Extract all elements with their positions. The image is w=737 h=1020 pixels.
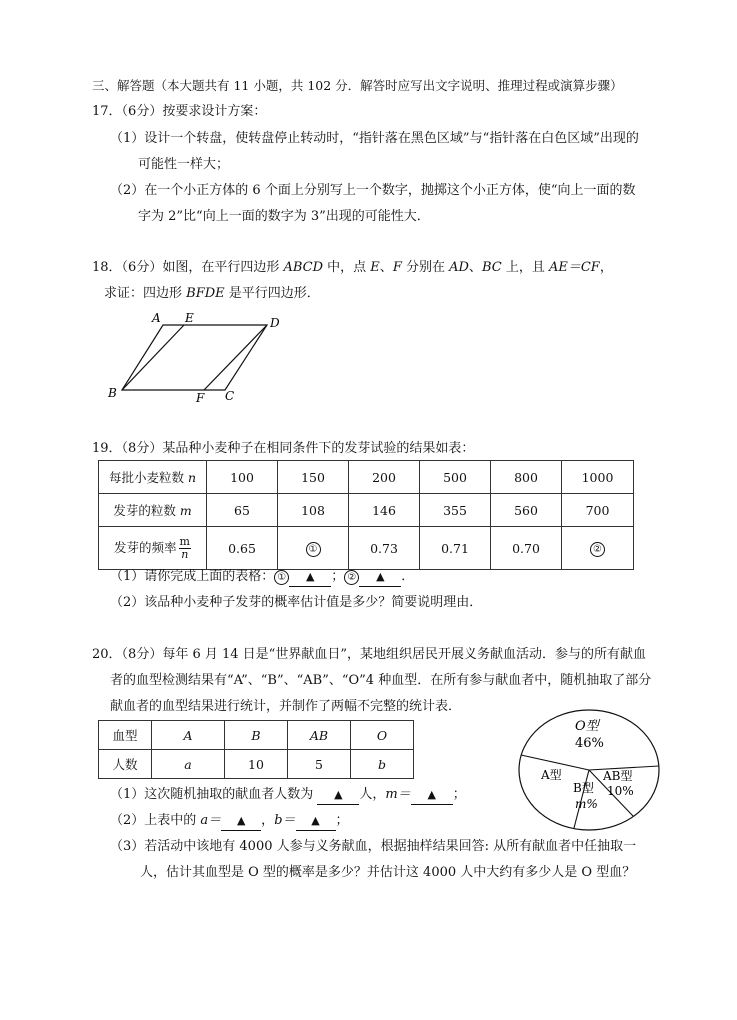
question-18-score: （6分）	[121, 260, 163, 275]
label-text: 发芽的频率	[114, 539, 177, 555]
question-17-part1-line2: 可能性一样大；	[138, 157, 230, 172]
pie-value-o: 46%	[575, 736, 604, 751]
question-17-part1-line1	[110, 130, 639, 148]
point-label-b: B	[108, 386, 117, 400]
question-18-prove	[104, 285, 320, 303]
answer-blank-1[interactable]: ▲	[289, 568, 331, 587]
table-cell: b	[351, 750, 414, 779]
row-label-m	[99, 494, 207, 527]
var-ad: AD	[449, 260, 469, 275]
var-f: F	[392, 260, 402, 275]
point-label-d: D	[270, 316, 280, 330]
var-e: E	[370, 260, 380, 275]
part-tag: （1）	[110, 131, 145, 146]
question-20-part1	[110, 786, 466, 805]
question-20-stem-line2: 者的血型检测结果有“A”、“B”、“AB”、“O”4 种血型．在所有参与献血者中，随机抽取了部分	[110, 673, 652, 688]
punct: ；	[335, 813, 349, 828]
table-cell	[562, 527, 634, 570]
question-17-part2-line2: 字为 2”比“向上一面的数字为 3”出现的可能性大．	[138, 209, 430, 224]
point-label-f: F	[196, 391, 205, 405]
table-cell: 700	[562, 494, 634, 527]
fraction-denominator: n	[181, 547, 189, 561]
question-20-part3-line2: 人，估计其血型是 O 型的概率是多少？并估计这 4000 人中大约有多少人是 O 型血？	[140, 865, 636, 880]
question-20-part2	[110, 812, 349, 831]
pie-label-ab: AB型	[603, 769, 633, 783]
stem-text: 某品种小麦种子在相同条件下的发芽试验的结果如表：	[162, 441, 475, 456]
table-cell: 100	[207, 461, 278, 494]
question-18-number: 18．	[92, 260, 122, 275]
table-cell: 10	[225, 750, 288, 779]
germination-table	[98, 460, 634, 570]
part-text: （1）这次随机抽取的献血者人数为	[110, 787, 318, 802]
table-header-cell: AB	[288, 721, 351, 750]
var-m: m	[179, 503, 192, 518]
var-m-eq: m＝	[385, 787, 411, 802]
label-text: 发芽的粒数	[113, 503, 180, 518]
question-19-stem	[92, 440, 474, 458]
question-17-number: 17．	[92, 104, 122, 119]
stem-text: 分别在	[401, 260, 450, 275]
table-cell: 500	[420, 461, 491, 494]
var-a-eq: a＝	[200, 813, 222, 828]
table-header-cell: A	[152, 721, 225, 750]
blank-marker-2: ②	[590, 542, 605, 557]
table-row	[99, 494, 634, 527]
stem-text: 是平行四边形．	[224, 286, 320, 301]
table-cell: 150	[278, 461, 349, 494]
part-text: 在一个小正方体的 6 个面上分别写上一个数字，抛掷这个小正方体，使“向上一面的数	[144, 183, 636, 198]
table-cell: 560	[491, 494, 562, 527]
fraction-numerator: m	[179, 534, 190, 548]
point-label-c: C	[225, 389, 235, 403]
answer-blank-2[interactable]: ▲	[359, 568, 401, 587]
table-cell: 0.65	[207, 527, 278, 570]
table-cell: 0.70	[491, 527, 562, 570]
question-17-score: （6分）	[121, 104, 163, 119]
table-header-cell: O	[351, 721, 414, 750]
question-20-stem-line3: 献血者的血型结果进行统计，并制作了两幅不完整的统计表．	[110, 699, 462, 714]
stem-text: 上，且	[501, 260, 549, 275]
table-cell: 146	[349, 494, 420, 527]
table-cell: 108	[278, 494, 349, 527]
punct: ．	[401, 569, 415, 584]
parallelogram-figure	[100, 306, 290, 406]
table-row	[99, 461, 634, 494]
stem-text: 每年 6 月 14 日是“世界献血日”，某地组织居民开展义务献血活动．参与的所有献血	[162, 647, 646, 662]
table-cell: 200	[349, 461, 420, 494]
answer-blank-b[interactable]: ▲	[296, 812, 336, 831]
blood-type-pie-chart	[515, 706, 663, 834]
stem-text: 中，点	[323, 260, 371, 275]
blank-marker-1: ①	[306, 542, 321, 557]
table-cell: 65	[207, 494, 278, 527]
stem-text: ，	[599, 260, 613, 275]
question-18-stem	[92, 259, 613, 277]
section-header: 三、解答题（本大题共有 11 小题，共 102 分．解答时应写出文字说明、推理过程或演算步骤）	[92, 78, 623, 93]
point-label-e: E	[185, 311, 194, 325]
answer-blank-a[interactable]: ▲	[221, 812, 261, 831]
pie-label-a: A型	[541, 768, 562, 782]
segment-fd	[204, 325, 267, 390]
blank-marker-1: ①	[274, 570, 289, 585]
table-row	[99, 527, 634, 570]
question-17-prompt: 按要求设计方案：	[162, 104, 267, 119]
part-text: 人，	[359, 787, 386, 802]
fraction-m-over-n	[179, 536, 191, 561]
question-20-part3-line1: （3）若活动中该地有 4000 人参与义务献血，根据抽样结果回答: 从所有献血者中任抽取一	[110, 839, 637, 854]
pie-label-o	[575, 719, 601, 734]
answer-blank-count[interactable]: ▲	[317, 786, 359, 805]
label-text: 每批小麦粒数	[108, 470, 188, 485]
table-cell: 0.71	[420, 527, 491, 570]
question-17-stem	[92, 103, 266, 121]
stem-text: 如图，在平行四边形	[162, 260, 284, 275]
var-abcd: ABCD	[283, 260, 324, 275]
question-19-number: 19．	[92, 441, 122, 456]
blank-marker-2: ②	[344, 570, 359, 585]
pie-value-ab: 10%	[607, 784, 634, 798]
var-n: n	[187, 470, 197, 485]
var-b-eq: b＝	[274, 813, 296, 828]
question-19-part1	[110, 568, 414, 587]
table-cell	[278, 527, 349, 570]
part-text: （1）请你完成上面的表格：	[110, 569, 275, 584]
var-bfde: BFDE	[186, 286, 225, 301]
pie-label-b: B型	[573, 781, 594, 795]
answer-blank-m[interactable]: ▲	[411, 786, 453, 805]
table-row	[99, 721, 414, 750]
part-tag: （2）	[110, 183, 145, 198]
part-text: （2）上表中的	[110, 813, 201, 828]
table-cell: 0.73	[349, 527, 420, 570]
blood-type-table	[98, 720, 414, 779]
var-bc: BC	[481, 260, 502, 275]
stem-text: 求证：四边形	[104, 286, 187, 301]
table-cell: 人数	[99, 750, 152, 779]
table-header-cell: 血型	[99, 721, 152, 750]
part-text: 设计一个转盘，使转盘停止转动时，“指针落在黑色区域”与“指针落在白色区域”出现的	[144, 131, 639, 146]
var-ae-cf: AE＝CF	[548, 260, 600, 275]
pie-label-o-text: O型	[575, 719, 599, 734]
punct: ；	[331, 569, 345, 584]
table-row	[99, 750, 414, 779]
row-label-n	[99, 461, 207, 494]
punct: ；	[452, 787, 466, 802]
table-header-cell: B	[225, 721, 288, 750]
point-label-a: A	[152, 311, 161, 325]
punct: ，	[261, 813, 275, 828]
table-cell: a	[152, 750, 225, 779]
table-cell: 5	[288, 750, 351, 779]
pie-value-b: m%	[575, 797, 598, 811]
table-cell: 800	[491, 461, 562, 494]
question-19-part2: （2）该品种小麦种子发芽的概率估计值是多少？简要说明理由．	[110, 595, 483, 610]
stem-text: 、	[379, 260, 393, 275]
question-19-score: （8分）	[121, 441, 163, 456]
row-label-frequency	[99, 527, 207, 570]
question-20-number: 20．	[92, 647, 122, 662]
question-20-score: （8分）	[121, 647, 163, 662]
question-17-part2-line1	[110, 182, 635, 200]
segment-be	[122, 325, 184, 390]
stem-text: 、	[468, 260, 482, 275]
table-cell: 355	[420, 494, 491, 527]
table-cell: 1000	[562, 461, 634, 494]
question-20-stem-line1	[92, 646, 646, 664]
parallelogram-abcd	[122, 325, 267, 390]
